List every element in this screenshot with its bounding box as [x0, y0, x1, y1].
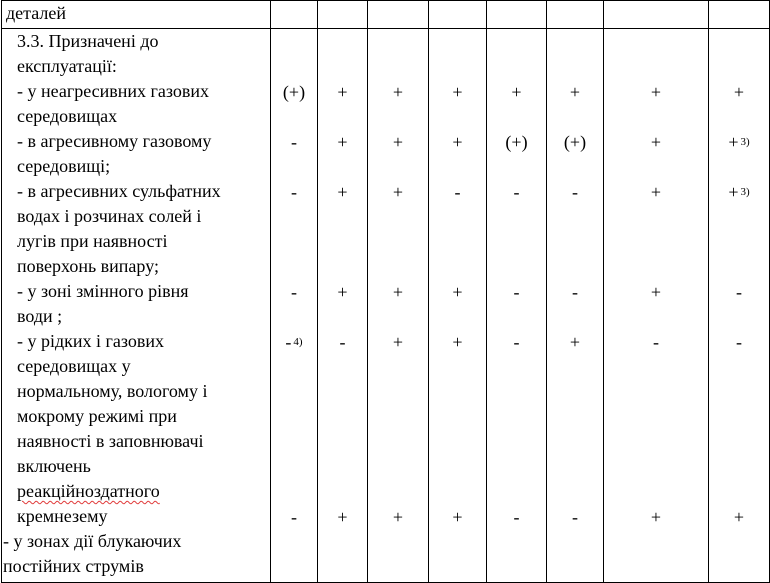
text-line: - у рідких і газових: [17, 331, 165, 351]
value-symbol: +: [650, 81, 662, 102]
text-line: поверхонь випару;: [17, 256, 159, 276]
value-symbol: +: [569, 81, 581, 102]
value-column-7: [604, 29, 709, 583]
document-table: [1, 0, 770, 583]
value-mark: [604, 180, 708, 205]
value-symbol: +: [569, 331, 581, 352]
value-mark: [709, 130, 769, 155]
value-column-5: [487, 29, 547, 583]
value-symbol: (+): [282, 81, 306, 102]
text-line: води ;: [17, 306, 63, 326]
value-mark: [429, 80, 486, 105]
value-mark: [547, 330, 603, 355]
value-symbol: +: [650, 181, 662, 202]
value-mark: [709, 280, 769, 305]
value-symbol: -: [291, 281, 297, 302]
value-symbol: -: [572, 181, 578, 202]
value-mark: [604, 505, 708, 530]
item-2-text: [6, 129, 270, 179]
header-cell: [271, 1, 318, 29]
header-cell: [604, 1, 709, 29]
value-symbol: -: [513, 331, 520, 352]
value-mark: [271, 180, 317, 205]
value-symbol: -: [653, 331, 659, 352]
value-mark: [604, 330, 708, 355]
value-mark: [368, 130, 428, 155]
text-line: наявності в заповнювачі: [17, 431, 204, 451]
value-mark: [429, 180, 486, 205]
item-1-text: [6, 79, 270, 129]
value-mark: [318, 280, 367, 305]
value-symbol: -: [454, 181, 461, 202]
value-mark: [604, 280, 708, 305]
value-mark: [318, 330, 367, 355]
item-4-text: [6, 279, 270, 329]
value-symbol: +: [337, 131, 348, 152]
text-line: - в агресивних сульфатних: [17, 181, 221, 201]
header-first-text: деталей: [6, 3, 66, 23]
value-mark: [487, 180, 546, 205]
value-symbol: -: [291, 181, 297, 202]
value-column-6: [547, 29, 604, 583]
value-symbol: +: [452, 331, 463, 352]
value-symbol: -: [339, 331, 346, 352]
value-symbol: +: [337, 281, 348, 302]
value-mark: [709, 505, 769, 530]
value-symbol: -: [736, 281, 742, 302]
value-mark: [709, 330, 769, 355]
value-column-3: [368, 29, 429, 583]
value-mark: [429, 280, 486, 305]
value-mark: [368, 330, 428, 355]
footnote-mark: 3): [740, 135, 750, 148]
value-mark: [547, 180, 603, 205]
value-mark: [271, 130, 317, 155]
text-line: включень: [17, 456, 91, 476]
value-symbol: +: [337, 181, 348, 202]
value-mark: [271, 330, 317, 355]
item-6-text: [3, 529, 270, 579]
section-text-cell: [2, 29, 271, 583]
text-line: середовищі;: [17, 156, 111, 176]
value-column-8: [709, 29, 770, 583]
value-mark: [368, 180, 428, 205]
footnote-mark: 3): [740, 185, 750, 198]
value-mark: [318, 505, 367, 530]
value-mark: [368, 80, 428, 105]
text-line: - у неагресивних газових: [17, 81, 210, 101]
value-symbol: +: [337, 506, 348, 527]
value-mark: [487, 505, 546, 530]
text-line: - у зоні змінного рівня: [17, 281, 189, 301]
value-symbol: +: [650, 131, 662, 152]
value-mark: [547, 280, 603, 305]
value-symbol: -: [513, 181, 520, 202]
header-cell: [368, 1, 429, 29]
section-row: [2, 29, 770, 583]
header-cell: [429, 1, 487, 29]
value-mark: [271, 280, 317, 305]
section-title: [6, 29, 270, 79]
value-symbol: +: [392, 81, 404, 102]
value-symbol: +: [392, 331, 404, 352]
footnote-mark: 4): [293, 335, 303, 348]
value-symbol: +: [728, 181, 739, 202]
value-mark: [547, 80, 603, 105]
text-line: середовищах у: [17, 356, 131, 376]
text-line: [17, 479, 270, 504]
value-mark: [318, 80, 367, 105]
value-mark: [604, 130, 708, 155]
value-column-4: [429, 29, 487, 583]
value-symbol: -: [291, 506, 297, 527]
text-line: кремнезему: [17, 506, 108, 526]
text-line: середовищах: [17, 106, 118, 126]
value-column-1: [271, 29, 318, 583]
header-cell: [487, 1, 547, 29]
value-symbol: +: [452, 506, 463, 527]
value-mark: [487, 280, 546, 305]
value-symbol: +: [650, 506, 662, 527]
value-mark: [368, 280, 428, 305]
value-symbol: -: [285, 331, 292, 352]
value-symbol: -: [736, 331, 742, 352]
value-symbol: +: [392, 506, 404, 527]
value-mark: [429, 505, 486, 530]
value-mark: [709, 80, 769, 105]
text-line: водах і розчинах солей і: [17, 206, 202, 226]
value-mark: [271, 80, 317, 105]
item-5-text: [6, 329, 270, 529]
header-first-cell: [2, 1, 271, 29]
value-mark: [271, 505, 317, 530]
spellcheck-flagged-word: реакційноздатного: [17, 481, 160, 501]
value-symbol: +: [650, 281, 662, 302]
value-mark: [318, 130, 367, 155]
text-line: постійних струмів: [3, 556, 144, 576]
value-column-2: [318, 29, 368, 583]
value-symbol: +: [733, 81, 745, 102]
value-mark: [487, 80, 546, 105]
value-symbol: +: [392, 131, 404, 152]
value-symbol: -: [572, 281, 578, 302]
text-line: лугів при наявності: [17, 231, 168, 251]
value-mark: [604, 80, 708, 105]
value-symbol: +: [733, 506, 745, 527]
value-symbol: -: [572, 506, 578, 527]
value-symbol: +: [392, 181, 404, 202]
value-symbol: (+): [563, 131, 587, 152]
value-mark: [487, 130, 546, 155]
text-line: експлуатації:: [17, 56, 117, 76]
text-line: мокрому режимі при: [17, 406, 177, 426]
value-mark: [368, 505, 428, 530]
value-mark: [547, 505, 603, 530]
value-symbol: (+): [505, 131, 528, 152]
value-symbol: +: [392, 281, 404, 302]
header-cell: [709, 1, 770, 29]
value-mark: [429, 130, 486, 155]
header-cell: [318, 1, 368, 29]
value-symbol: +: [728, 131, 739, 152]
value-mark: [487, 330, 546, 355]
value-symbol: +: [452, 281, 463, 302]
text-line: - у зонах дії блукаючих: [3, 531, 182, 551]
text-line: - в агресивному газовому: [17, 131, 212, 151]
text-line: нормальному, вологому і: [17, 381, 208, 401]
value-mark: [547, 130, 603, 155]
item-3-text: [6, 179, 270, 279]
header-row: [2, 1, 770, 29]
value-symbol: +: [511, 81, 522, 102]
text-line: 3.3. Призначені до: [17, 31, 159, 51]
value-symbol: +: [452, 131, 463, 152]
value-symbol: -: [513, 506, 520, 527]
value-symbol: +: [452, 81, 463, 102]
value-mark: [318, 180, 367, 205]
header-cell: [547, 1, 604, 29]
value-symbol: -: [513, 281, 520, 302]
value-symbol: -: [291, 131, 297, 152]
value-symbol: +: [337, 81, 348, 102]
value-mark: [709, 180, 769, 205]
value-mark: [429, 330, 486, 355]
